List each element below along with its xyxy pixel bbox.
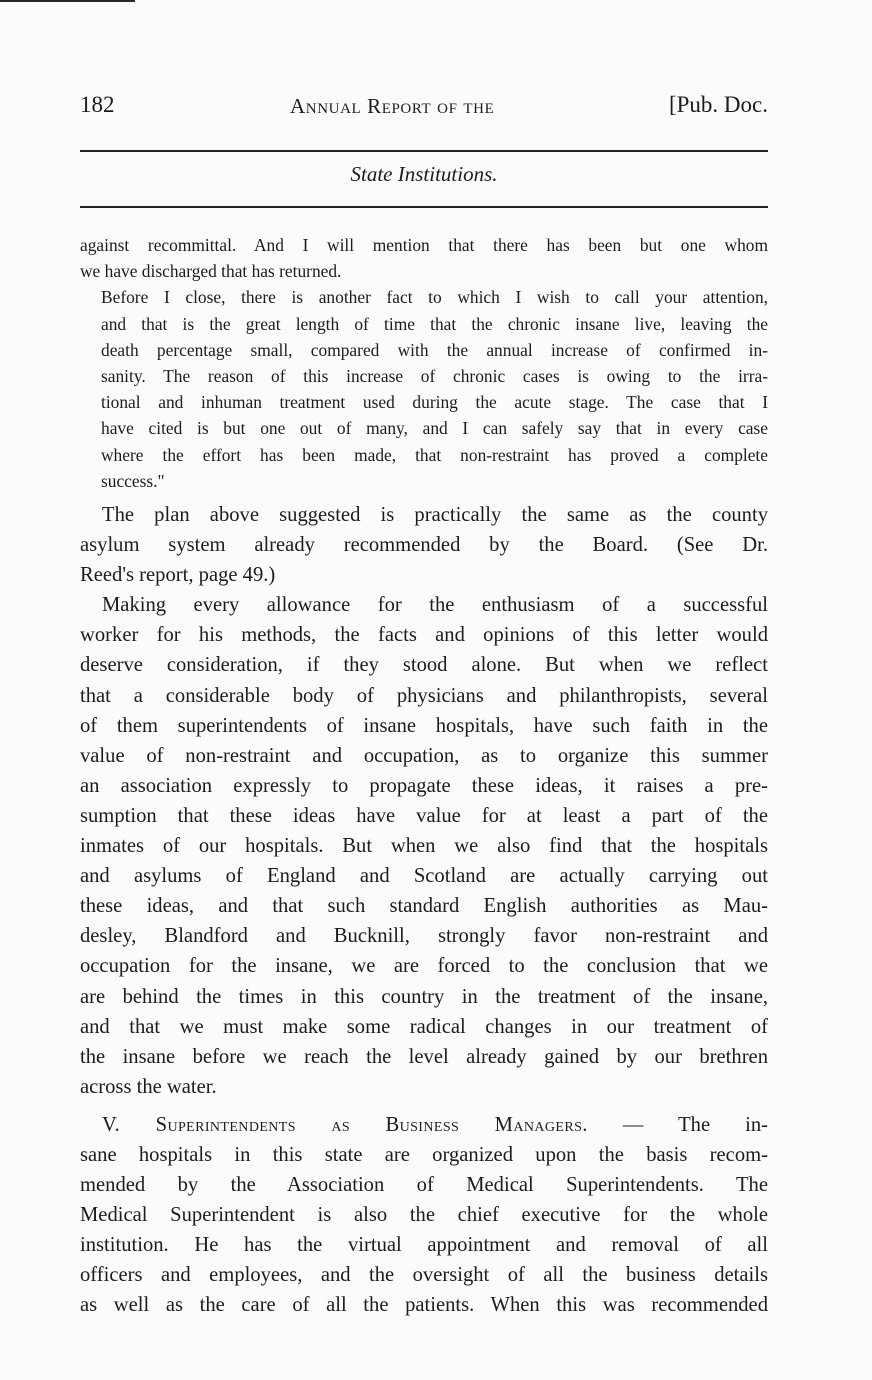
text-line: mended by the Association of Medical Superintendents. The xyxy=(80,1174,768,1197)
page-number: 182 xyxy=(80,92,115,117)
running-head xyxy=(80,92,768,122)
text-line: sanity. The reason of this increase of chronic cases is owing to the irra- xyxy=(101,366,768,387)
section-heading: State Institutions. xyxy=(350,162,498,186)
text-line: we have discharged that has returned. xyxy=(80,261,342,282)
text-line: success." xyxy=(101,470,165,491)
text-line: across the water. xyxy=(80,1075,217,1098)
text-line: Making every allowance for the enthusiasm of a successful xyxy=(102,594,768,617)
text-line: sumption that these ideas have value for at least a part of the xyxy=(80,804,768,827)
text-line: institution. He has the virtual appointment and removal of all xyxy=(80,1234,768,1257)
text-line: Before I close, there is another fact to which I wish to call your attention, xyxy=(101,287,768,308)
text-line: inmates of our hospitals. But when we also find that the hospitals xyxy=(80,835,768,858)
text-line: these ideas, and that such standard English authorities as Mau- xyxy=(80,895,768,918)
running-title: Annual Report of the xyxy=(290,94,495,118)
text-line: and that is the great length of time that the chronic insane live, leaving the xyxy=(101,313,768,334)
quote-paragraph-2 xyxy=(80,284,768,494)
text-line: occupation for the insane, we are forced to the conclusion that we xyxy=(80,955,768,978)
scan-edge-line xyxy=(0,0,135,2)
text-line: the insane before we reach the level already gained by our brethren xyxy=(80,1045,768,1068)
text-line: of them superintendents of insane hospitals, have such faith in the xyxy=(80,714,768,737)
text-line: The plan above suggested is practically the same as the county xyxy=(102,504,768,526)
section-v-heading: V. Superintendents as Business Managers. xyxy=(102,1113,588,1136)
section-v-lead: — The in- xyxy=(587,1113,769,1136)
body-paragraph-1 xyxy=(80,500,768,590)
header-rule-bottom xyxy=(80,206,768,208)
text-line: that a considerable body of physicians and philanthropists, several xyxy=(80,684,768,707)
text-line: where the effort has been made, that non-restraint has proved a complete xyxy=(101,444,768,465)
text-line: against recommittal. And I will mention that there has been but one whom xyxy=(80,235,768,255)
text-line: and asylums of England and Scotland are actually carrying out xyxy=(80,865,768,888)
text-line: as well as the care of all the patients. When this was recommended xyxy=(80,1294,768,1317)
text-line: sane hospitals in this state are organized upon the basis recom- xyxy=(80,1143,768,1166)
text-line: and that we must make some radical changes in our treatment of xyxy=(80,1015,768,1038)
body-text xyxy=(80,500,768,1321)
quote-paragraph-1 xyxy=(80,232,768,284)
text-line: are behind the times in this country in the treatment of the insane, xyxy=(80,985,768,1008)
quoted-letter xyxy=(80,232,768,494)
text-line: tional and inhuman treatment used during the acute stage. The case that I xyxy=(101,392,768,413)
text-line: desley, Blandford and Bucknill, strongly favor non-restraint and xyxy=(80,925,768,948)
text-line: Reed's report, page 49.) xyxy=(80,564,276,587)
text-line: have cited is but one out of many, and I can safely say that in every case xyxy=(101,418,768,439)
header-rule-top xyxy=(80,150,768,152)
body-paragraph-2 xyxy=(80,590,768,1102)
document-label: [Pub. Doc. xyxy=(668,92,768,117)
text-line: officers and employees, and the oversight of all the business details xyxy=(80,1264,768,1287)
body-paragraph-3 xyxy=(80,1110,768,1321)
text-line: Medical Superintendent is also the chief executive for the whole xyxy=(80,1204,768,1227)
text-line: death percentage small, compared with the annual increase of confirmed in- xyxy=(101,339,768,360)
text-line: value of non-restraint and occupation, as to organize this summer xyxy=(80,744,768,767)
text-line: worker for his methods, the facts and opinions of this letter would xyxy=(80,624,768,647)
text-line: asylum system already recommended by the Board. (See Dr. xyxy=(80,534,768,557)
text-line: an association expressly to propagate these ideas, it raises a pre- xyxy=(80,774,768,797)
text-line xyxy=(80,1110,768,1140)
text-line: deserve consideration, if they stood alone. But when we reflect xyxy=(80,654,768,677)
